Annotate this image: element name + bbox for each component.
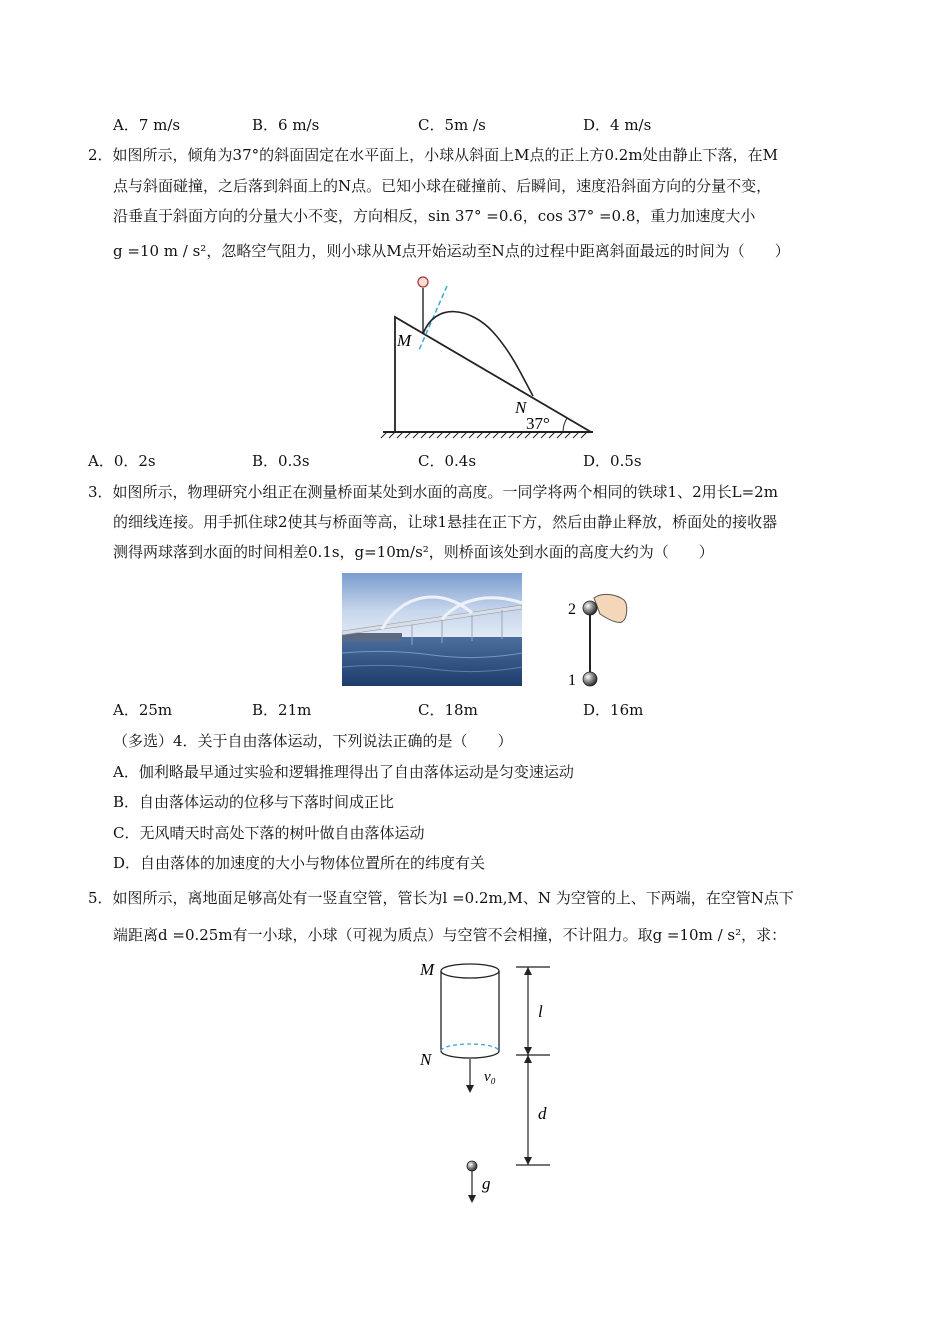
two-balls-figure	[562, 588, 642, 692]
label-l: l	[538, 1002, 543, 1021]
q1-option-d: D．4 m/s	[583, 116, 652, 134]
q1-option-c: C．5m /s	[418, 116, 486, 134]
label-ball-2: 2	[568, 601, 576, 618]
q2-option-b: B．0.3s	[252, 452, 310, 470]
q4-option-d: D．自由落体的加速度的大小与物体位置所在的纬度有关	[113, 854, 486, 872]
label-v0: v₀	[484, 1069, 496, 1085]
q4-option-a: A．伽利略最早通过实验和逻辑推理得出了自由落体运动是匀变速运动	[113, 763, 574, 781]
q2-option-d: D．0.5s	[583, 452, 642, 470]
q3-option-d: D．16m	[583, 701, 644, 719]
label-m: M	[397, 331, 412, 350]
q3-option-c: C．18m	[418, 701, 478, 719]
label-m: M	[420, 960, 435, 979]
ball-icon	[467, 1161, 477, 1171]
tube-bottom-back-dashed	[441, 1044, 499, 1051]
v0-arrowhead-icon	[466, 1085, 474, 1093]
q2-stem-line-3: 沿垂直于斜面方向的分量大小不变，方向相反，sin 37° =0.6，cos 37° =0.8，重力加速度大小	[113, 207, 756, 225]
q5-stem-line-1: 5．如图所示，离地面足够高处有一竖直空管，管长为l =0.2m,M、N 为空管的上、下两端，在空管N点下	[88, 889, 794, 907]
tube-top-ellipse	[441, 964, 499, 978]
label-g: g	[482, 1174, 491, 1193]
incline-triangle	[395, 317, 591, 432]
angle-arc	[563, 418, 567, 432]
q5-tube-figure	[410, 955, 570, 1210]
q3-stem-line-3: 测得两球落到水面的时间相差0.1s，g=10m/s²，则桥面该处到水面的高度大约为（ ）	[113, 543, 714, 561]
ball-2-icon	[583, 601, 597, 615]
ball-icon	[418, 277, 428, 287]
q3-stem-line-2: 的细线连接。用手抓住球2使其与桥面等高，让球1悬挂在正下方，然后由静止释放，桥面处的接收器	[113, 513, 778, 531]
label-d: d	[538, 1104, 547, 1123]
q2-option-c: C．0.4s	[418, 452, 477, 470]
q4-option-b: B．自由落体运动的位移与下落时间成正比	[113, 793, 395, 811]
ball-1-icon	[583, 672, 597, 686]
q4-option-c: C．无风晴天时高处下落的树叶做自由落体运动	[113, 824, 425, 842]
g-arrowhead-icon	[468, 1195, 476, 1203]
q2-stem-line-4: g =10 m / s²，忽略空气阻力，则小球从M点开始运动至N点的过程中距离斜面最远的时间为（ ）	[113, 242, 790, 260]
label-angle: 37°	[526, 414, 550, 433]
q1-option-b: B．6 m/s	[252, 116, 320, 134]
label-n: N	[420, 1050, 432, 1069]
q2-stem-line-2: 点与斜面碰撞，之后落到斜面上的N点。已知小球在碰撞前、后瞬间，速度沿斜面方向的分量不变，	[113, 177, 772, 195]
q1-option-a: A．7 m/s	[113, 116, 181, 134]
q2-option-a: A．0．2s	[88, 452, 156, 470]
trajectory-curve	[423, 312, 533, 396]
q3-option-b: B．21m	[252, 701, 312, 719]
q4-stem: （多选）4．关于自由落体运动，下列说法正确的是（ ）	[113, 732, 513, 750]
q3-option-a: A．25m	[113, 701, 173, 719]
q5-stem-line-2: 端距离d =0.25m有一小球，小球（可视为质点）与空管不会相撞，不计阻力。取g =10m / s²，求：	[113, 926, 787, 944]
tube-bottom-front	[441, 1051, 499, 1058]
bridge-photo	[342, 573, 522, 686]
q2-incline-figure	[375, 272, 605, 444]
label-n: N	[515, 398, 527, 417]
q2-stem-line-1: 2．如图所示，倾角为37°的斜面固定在水平面上，小球从斜面上M点的正上方0.2m处由静止下落，在M	[88, 146, 778, 164]
q3-stem-line-1: 3．如图所示，物理研究小组正在测量桥面某处到水面的高度。一同学将两个相同的铁球1、2用长L=2m	[88, 483, 778, 501]
label-ball-1: 1	[568, 672, 576, 689]
hand-icon	[594, 594, 627, 622]
